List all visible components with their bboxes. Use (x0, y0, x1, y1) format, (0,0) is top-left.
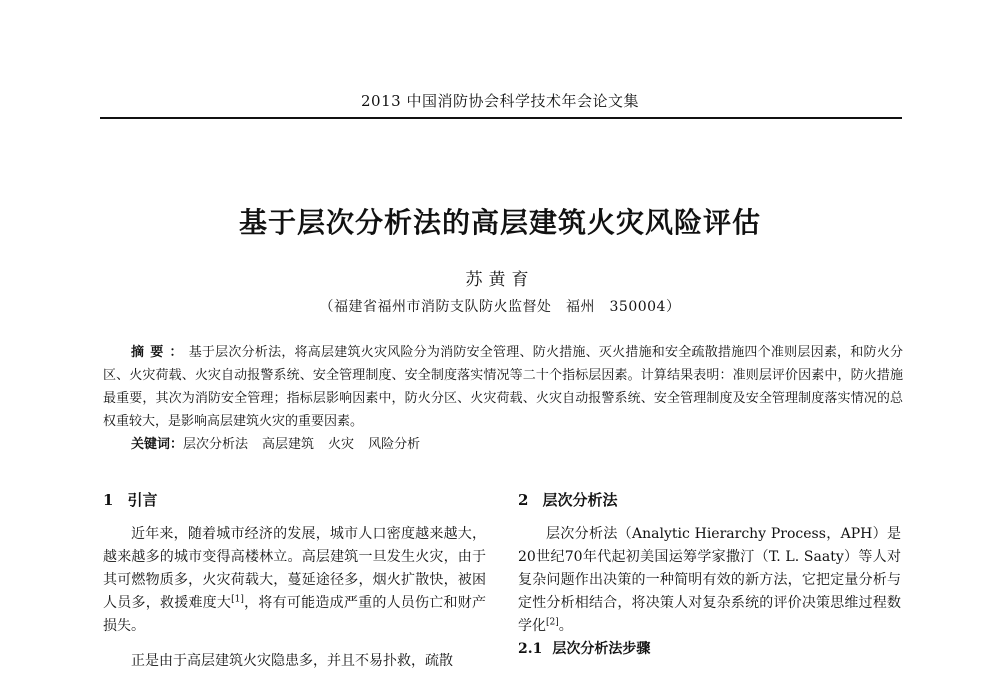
section-number: 1 (103, 491, 114, 509)
subsection-2-1-heading (518, 638, 901, 660)
keywords-label: 关键词： (131, 437, 184, 452)
paragraph-text: 。 (558, 618, 573, 634)
paragraph-text: ，将有可能造成严重的人员伤亡和财产损失。 (103, 595, 487, 634)
keywords (131, 435, 901, 455)
abstract-text: 基于层次分析法，将高层建筑火灾风险分为消防安全管理、防火措施、灭火措施和安全疏散措施四个准则层因素，和防火分区、火灾荷载、火灾自动报警系统、安全管理制度、安全制度落实情况等二十个指标层因素。计算结果表明：准则层评价因素中，防火措施最重要，其次为消防安全管理；指标层影响因素中，防火分区、火灾荷载、火灾自动报警系统、安全管理制度及安全管理制度落实情况的总权重较大，是影响高层建筑火灾的重要因素。 (103, 345, 903, 429)
running-header: 2013 中国消防协会科学技术年会论文集 (361, 92, 639, 110)
right-column (518, 489, 901, 660)
section-number: 2 (518, 491, 529, 509)
header-rule (100, 117, 902, 119)
paragraph-text: 层次分析法（Analytic Hierarchy Process，APH）是20世纪70年代起初美国运筹学家撒汀（T. L. Saaty）等人对复杂问题作出决策的一种简明有效的新方法，它把定量分析与定性分析相结合，将决策人对复杂系统的评价决策思维过程数学化 (518, 526, 901, 634)
section-1-paragraph-2: 正是由于高层建筑火灾隐患多，并且不易扑救，疏散 (131, 653, 453, 669)
keyword-item: 风险分析 (368, 437, 421, 452)
keyword-item: 火灾 (328, 437, 355, 452)
subsection-number: 2.1 (518, 641, 543, 657)
section-1-heading (103, 489, 486, 509)
keyword-item: 高层建筑 (262, 437, 315, 452)
section-title: 层次分析法 (542, 491, 618, 509)
paper-title: 基于层次分析法的高层建筑火灾风险评估 (238, 206, 761, 239)
citation-ref: [1] (231, 594, 244, 605)
author-affiliation: （福建省福州市消防支队防火监督处 福州 350004） (319, 299, 681, 315)
subsection-title: 层次分析法步骤 (552, 641, 651, 657)
author-name: 苏黄育 (465, 270, 535, 290)
section-1-paragraph-1 (103, 523, 486, 638)
section-2-paragraph-1 (518, 523, 901, 638)
section-title: 引言 (127, 491, 158, 509)
keyword-item: 层次分析法 (183, 437, 249, 452)
section-2-heading (518, 489, 901, 509)
abstract (103, 341, 903, 433)
abstract-label: 摘要： (131, 345, 189, 360)
citation-ref: [2] (546, 617, 559, 628)
left-column (103, 489, 486, 673)
paragraph-text: 近年来，随着城市经济的发展，城市人口密度越来越大，越来越多的城市变得高楼林立。高层建筑一旦发生火灾，由于其可燃物质多，火灾荷载大，蔓延途径多，烟火扩散快，被困人员多，救援难度大 (103, 526, 486, 611)
